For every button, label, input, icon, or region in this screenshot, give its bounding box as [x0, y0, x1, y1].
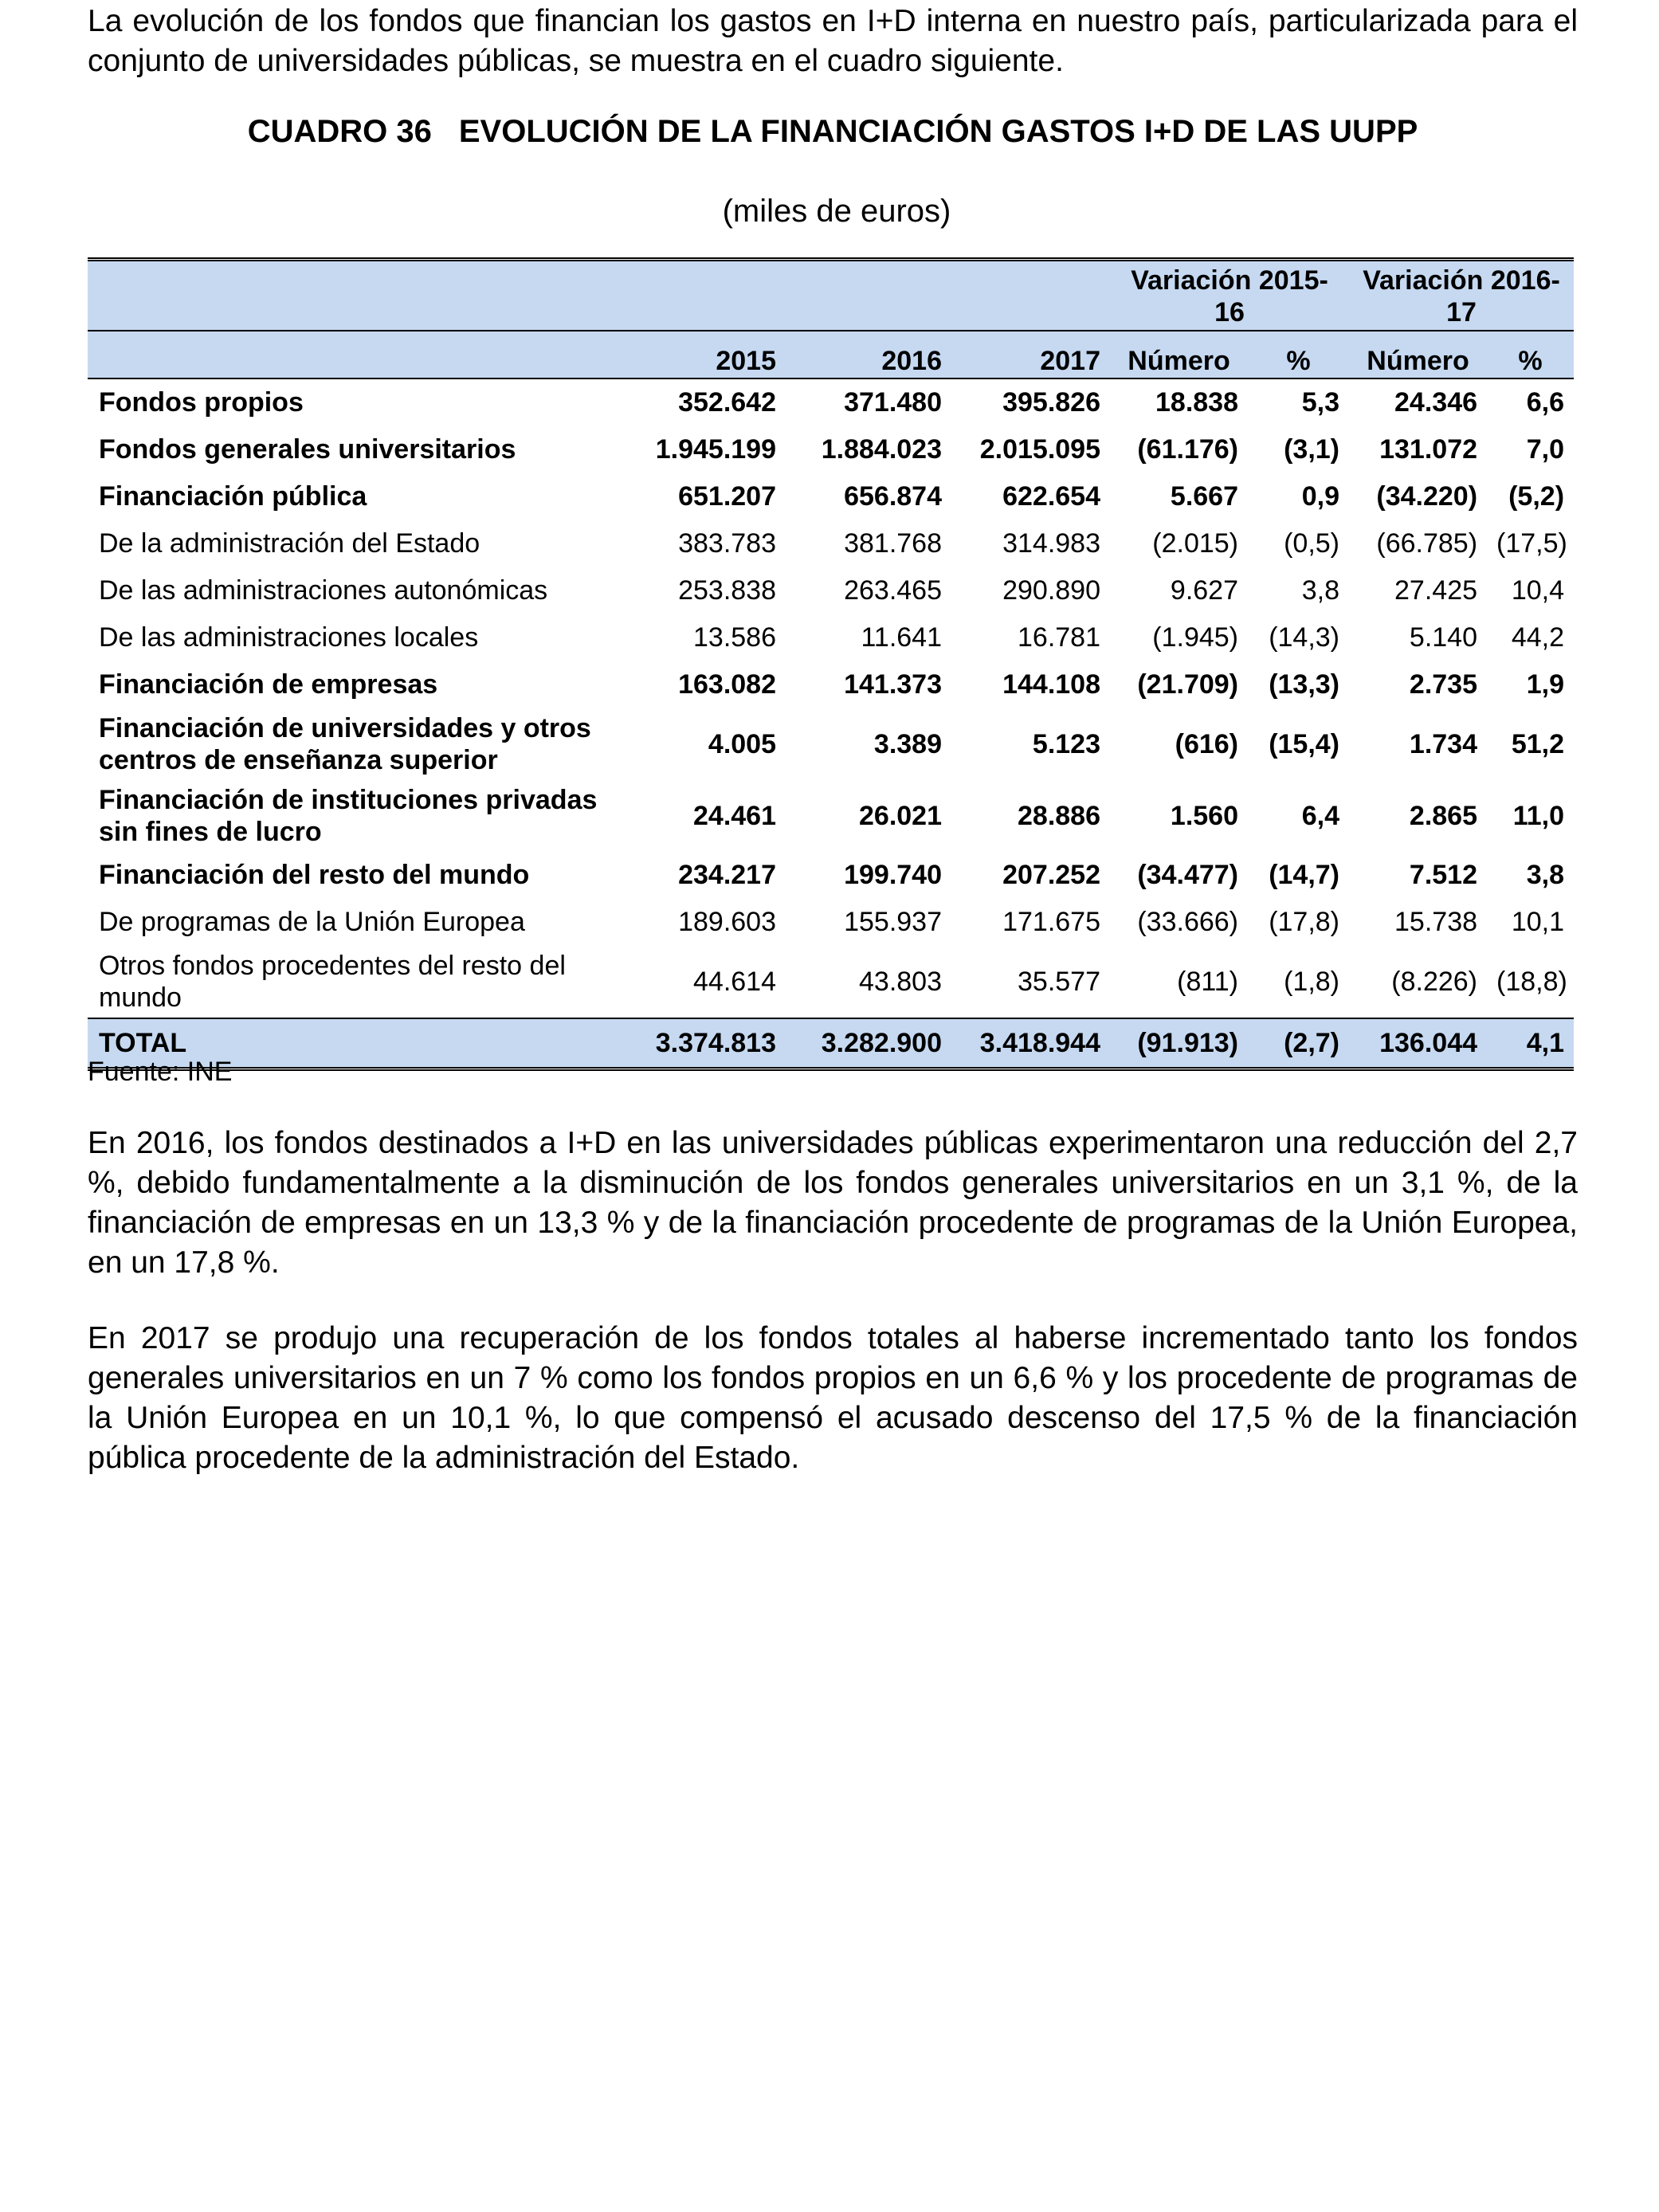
- value-2015: 234.217: [678, 860, 776, 890]
- value-2016: 3.389: [873, 728, 942, 759]
- var-pct-2015-16: 6,4: [1301, 800, 1340, 831]
- var-number-2015-16: (33.666): [1137, 907, 1238, 937]
- column-header-numero-2016-17: Número: [1349, 331, 1487, 378]
- paragraph-2016: En 2016, los fondos destinados a I+D en las universidades públicas experimentaron una reducción del 2,7 %, debido fundamentalmente a la disminución de los fondos generales universitarios en un 3,1 %, de la financiación de empresas en un 13,3 % y de la financiación procedente de programas de la Unión Europea, en un 17,8 %.: [88, 1126, 1578, 1280]
- table-column-header-row: [88, 331, 1574, 378]
- table-group-header-row: [88, 260, 1574, 331]
- var-pct-2015-16: 3,8: [1301, 575, 1340, 606]
- var-pct-2016-17: (5,2): [1508, 481, 1565, 512]
- row-label: De la administración del Estado: [99, 528, 480, 559]
- row-label: De las administraciones locales: [99, 622, 479, 653]
- group-header-2016-17: Variación 2016-17: [1349, 260, 1574, 331]
- table-row: [88, 473, 1574, 520]
- value-2017: 35.577: [1018, 966, 1100, 997]
- column-header-2016: 2016: [786, 331, 951, 378]
- table-row: [88, 661, 1574, 708]
- table-row: [88, 378, 1574, 426]
- row-label: Fondos generales universitarios: [99, 434, 516, 465]
- var-pct-2016-17: 3,8: [1526, 860, 1565, 890]
- var-number-2016-17: (66.785): [1376, 528, 1478, 559]
- var-number-2015-16: (61.176): [1137, 434, 1238, 465]
- var-pct-2016-17: 7,0: [1526, 434, 1565, 465]
- row-label: Otros fondos procedentes del resto del mundo: [99, 951, 566, 1013]
- table-row: [88, 614, 1574, 661]
- column-header-pct-2015-16: %: [1248, 331, 1349, 378]
- table-number: CUADRO 36: [247, 114, 432, 149]
- row-label: Fondos propios: [88, 378, 620, 426]
- var-number-2016-17: (8.226): [1391, 966, 1478, 997]
- var-pct-2016-17: 44,2: [1511, 622, 1565, 653]
- value-2015: 3.374.813: [620, 1018, 786, 1069]
- column-header-pct-2016-17: %: [1487, 331, 1574, 378]
- value-2015: 651.207: [678, 481, 776, 512]
- value-2015: 4.005: [708, 728, 776, 759]
- value-2017: 28.886: [1018, 800, 1100, 831]
- table-source: Fuente: INE: [88, 1057, 233, 1087]
- var-pct-2016-17: 4,1: [1487, 1018, 1574, 1069]
- var-number-2015-16: 1.560: [1170, 800, 1238, 831]
- row-label: Financiación pública: [99, 481, 367, 512]
- table-title: [88, 114, 1578, 150]
- var-pct-2015-16: (14,7): [1269, 860, 1340, 890]
- value-2016: 1.884.023: [821, 434, 942, 465]
- group-header-2015-16: Variación 2015-16: [1110, 260, 1349, 331]
- value-2017: 3.418.944: [951, 1018, 1110, 1069]
- table-total-row: [88, 1018, 1574, 1069]
- value-2015: 253.838: [678, 575, 776, 606]
- value-2016: 656.874: [844, 481, 942, 512]
- var-number-2016-17: 1.734: [1409, 728, 1478, 759]
- var-number-2015-16: 5.667: [1170, 481, 1238, 512]
- var-pct-2016-17: 6,6: [1487, 378, 1574, 426]
- var-pct-2015-16: (15,4): [1269, 728, 1340, 759]
- var-pct-2016-17: 10,1: [1511, 907, 1565, 937]
- row-label: Financiación de instituciones privadas sin fines de lucro: [99, 785, 598, 847]
- value-2016: 11.641: [861, 622, 942, 653]
- value-2017: 5.123: [1032, 728, 1100, 759]
- value-2016: 381.768: [844, 528, 942, 559]
- column-header-label: [88, 331, 620, 378]
- var-number-2016-17: 2.865: [1409, 800, 1478, 831]
- table-row: [88, 852, 1574, 899]
- row-label: Financiación de empresas: [99, 669, 438, 700]
- var-number-2015-16: 18.838: [1110, 378, 1248, 426]
- var-pct-2015-16: (1,8): [1284, 966, 1340, 997]
- value-2016: 3.282.900: [786, 1018, 951, 1069]
- table-body: [88, 378, 1574, 1069]
- table-row: [88, 520, 1574, 567]
- var-pct-2016-17: 10,4: [1511, 575, 1565, 606]
- table-row: [88, 780, 1574, 852]
- table-unit: (miles de euros): [722, 194, 951, 229]
- value-2015: 1.945.199: [655, 434, 776, 465]
- table-row: [88, 426, 1574, 473]
- var-number-2016-17: 2.735: [1409, 669, 1478, 700]
- column-header-2017: 2017: [951, 331, 1110, 378]
- row-label: De las administraciones autonómicas: [99, 575, 548, 606]
- value-2016: 371.480: [786, 378, 951, 426]
- value-2017: 622.654: [1002, 481, 1100, 512]
- var-number-2015-16: (616): [1175, 728, 1238, 759]
- table-row: [88, 708, 1574, 780]
- var-pct-2016-17: 1,9: [1526, 669, 1565, 700]
- table-row: [88, 946, 1574, 1018]
- value-2017: 207.252: [1002, 860, 1100, 890]
- var-pct-2016-17: (17,5): [1496, 528, 1567, 559]
- var-number-2015-16: (1.945): [1152, 622, 1238, 653]
- var-pct-2015-16: (13,3): [1269, 669, 1340, 700]
- value-2015: 352.642: [620, 378, 786, 426]
- var-number-2016-17: 7.512: [1409, 860, 1478, 890]
- var-pct-2016-17: 11,0: [1512, 800, 1565, 831]
- value-2016: 199.740: [844, 860, 942, 890]
- var-pct-2015-16: (17,8): [1269, 907, 1340, 937]
- value-2015: 189.603: [678, 907, 776, 937]
- financing-table: [88, 257, 1574, 1071]
- var-number-2015-16: (21.709): [1137, 669, 1238, 700]
- value-2017: 144.108: [1002, 669, 1100, 700]
- row-label: Financiación de universidades y otros centros de enseñanza superior: [99, 713, 591, 775]
- value-2015: 383.783: [678, 528, 776, 559]
- var-number-2015-16: 9.627: [1170, 575, 1238, 606]
- var-number-2016-17: 136.044: [1349, 1018, 1487, 1069]
- value-2017: 16.781: [1018, 622, 1100, 653]
- var-number-2016-17: 131.072: [1379, 434, 1478, 465]
- var-number-2016-17: 5.140: [1409, 622, 1478, 653]
- value-2015: 13.586: [693, 622, 776, 653]
- var-pct-2015-16: (3,1): [1284, 434, 1340, 465]
- value-2015: 24.461: [693, 800, 776, 831]
- var-number-2016-17: 27.425: [1394, 575, 1478, 606]
- var-number-2015-16: (34.477): [1137, 860, 1238, 890]
- var-number-2015-16: (91.913): [1110, 1018, 1248, 1069]
- var-pct-2015-16: (14,3): [1269, 622, 1340, 653]
- value-2017: 171.675: [1002, 907, 1100, 937]
- value-2016: 263.465: [844, 575, 942, 606]
- var-pct-2015-16: (0,5): [1284, 528, 1340, 559]
- row-label: De programas de la Unión Europea: [99, 907, 525, 937]
- value-2016: 26.021: [859, 800, 942, 831]
- value-2016: 141.373: [844, 669, 942, 700]
- var-pct-2015-16: 0,9: [1301, 481, 1340, 512]
- value-2015: 163.082: [678, 669, 776, 700]
- var-pct-2016-17: (18,8): [1496, 966, 1567, 997]
- column-header-2015: 2015: [620, 331, 786, 378]
- value-2016: 155.937: [844, 907, 942, 937]
- paragraph-2017: En 2017 se produjo una recuperación de los fondos totales al haberse incrementado tanto los fondos generales universitarios en un 7 % como los fondos propios en un 6,6 % y los procedente de programas de la Unión Europea en un 10,1 %, lo que compensó el acusado descenso del 17,5 % de la financiación pública procedente de la administración del Estado.: [88, 1321, 1578, 1475]
- value-2017: 395.826: [951, 378, 1110, 426]
- table-row: [88, 899, 1574, 946]
- value-2017: 2.015.095: [979, 434, 1100, 465]
- table-title-text: EVOLUCIÓN DE LA FINANCIACIÓN GASTOS I+D DE LAS UUPP: [458, 114, 1418, 149]
- var-number-2015-16: (811): [1177, 966, 1238, 997]
- var-pct-2015-16: (2,7): [1248, 1018, 1349, 1069]
- table-row: [88, 567, 1574, 614]
- var-number-2016-17: 15.738: [1394, 907, 1478, 937]
- row-label: TOTAL: [88, 1018, 620, 1069]
- intro-paragraph: La evolución de los fondos que financian los gastos en I+D interna en nuestro país, particularizada para el conjunto de universidades públicas, se muestra en el cuadro siguiente.: [88, 4, 1578, 78]
- var-number-2016-17: 24.346: [1349, 378, 1487, 426]
- var-pct-2015-16: 5,3: [1248, 378, 1349, 426]
- value-2017: 290.890: [1002, 575, 1100, 606]
- column-header-numero-2015-16: Número: [1110, 331, 1248, 378]
- var-number-2016-17: (34.220): [1376, 481, 1478, 512]
- value-2016: 43.803: [859, 966, 942, 997]
- var-pct-2016-17: 51,2: [1511, 728, 1565, 759]
- row-label: Financiación del resto del mundo: [99, 860, 530, 890]
- table-header-blank: [88, 260, 1110, 331]
- value-2017: 314.983: [1002, 528, 1100, 559]
- value-2015: 44.614: [693, 966, 776, 997]
- var-number-2015-16: (2.015): [1152, 528, 1238, 559]
